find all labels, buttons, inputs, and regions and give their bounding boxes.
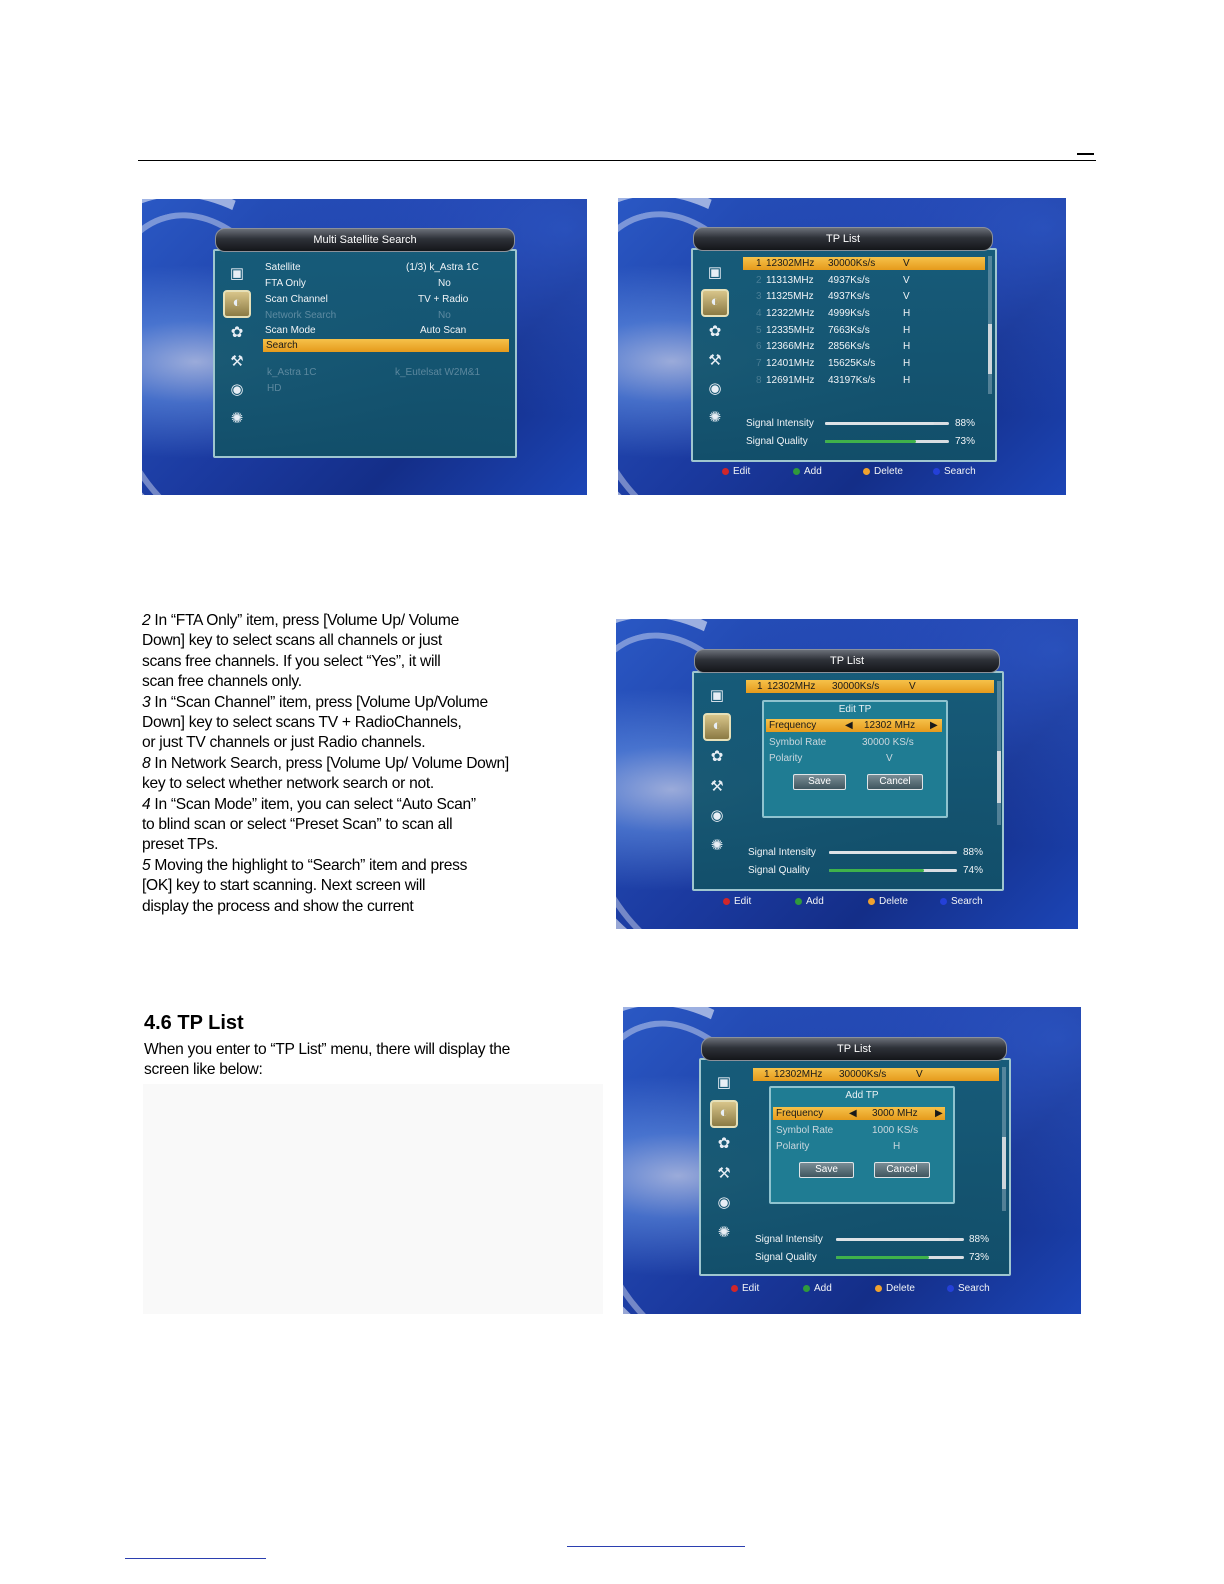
- frequency-label[interactable]: Frequency: [769, 720, 817, 731]
- instruction-line: [142, 774, 572, 794]
- tv-icon[interactable]: ▣: [229, 265, 245, 282]
- tp-row-number: 5: [756, 325, 762, 336]
- polarity-value[interactable]: V: [886, 753, 893, 764]
- settings-icon[interactable]: ✺: [230, 410, 244, 427]
- tp-row-number: 8: [756, 375, 762, 386]
- step-number: 8: [142, 754, 151, 772]
- signal-intensity-bar: [829, 851, 957, 854]
- legend-add[interactable]: Add: [795, 896, 824, 907]
- green-key-icon: [795, 898, 802, 905]
- instruction-text: Moving the highlight to “Search” item and press: [150, 856, 468, 874]
- gears-icon[interactable]: ✿: [230, 324, 244, 341]
- tp-row-frequency: 12302MHz: [766, 258, 815, 269]
- instruction-line: [142, 713, 572, 733]
- tp-row-polarity: H: [903, 325, 911, 336]
- tp-row-polarity: V: [916, 1069, 923, 1080]
- screenshot-add-tp: [623, 1007, 1081, 1314]
- lower-hd: HD: [267, 383, 282, 394]
- tools-icon[interactable]: ⚒: [717, 1165, 731, 1182]
- tp-row-symbol-rate: 4999Ks/s: [828, 308, 870, 319]
- screenshot-edit-tp: [616, 619, 1078, 929]
- network-search-label[interactable]: Network Search: [265, 310, 337, 321]
- signal-quality-value: 73%: [955, 436, 976, 447]
- tp-row-number: 3: [756, 291, 762, 302]
- instruction-line: [142, 856, 572, 876]
- tp-row-frequency: 12366MHz: [766, 341, 815, 352]
- legend-search[interactable]: Search: [940, 896, 983, 907]
- instruction-text: Down] key to select scans TV + RadioChannels,: [142, 714, 462, 732]
- signal-intensity-value: 88%: [955, 418, 976, 429]
- instruction-text: preset TPs.: [142, 836, 219, 854]
- scan-mode-value: Auto Scan: [420, 325, 467, 336]
- signal-intensity-value: 88%: [963, 847, 984, 858]
- symbol-rate-value[interactable]: 1000 KS/s: [872, 1125, 919, 1136]
- tp-row-polarity: V: [903, 291, 910, 302]
- tp-row-frequency: 12302MHz: [774, 1069, 823, 1080]
- gears-icon[interactable]: ✿: [708, 323, 722, 340]
- tp-row-frequency: 12335MHz: [766, 325, 815, 336]
- side-icon-column: [713, 1072, 743, 1252]
- signal-quality-bar: [836, 1256, 964, 1259]
- frequency-value[interactable]: 12302 MHz: [864, 720, 916, 731]
- side-icon-column: [706, 685, 736, 865]
- globe-icon[interactable]: ◉: [717, 1194, 731, 1211]
- frequency-label[interactable]: Frequency: [776, 1108, 824, 1119]
- settings-icon[interactable]: ✺: [708, 409, 722, 426]
- globe-icon[interactable]: ◉: [708, 380, 722, 397]
- window-title: TP List: [701, 1037, 1007, 1061]
- scan-mode-label[interactable]: Scan Mode: [265, 325, 316, 336]
- instruction-text: key to select whether network search or not.: [142, 775, 434, 793]
- arrow-right-icon[interactable]: ▶: [930, 720, 938, 731]
- tp-row-frequency: 11313MHz: [766, 275, 814, 286]
- save-button[interactable]: Save: [793, 774, 846, 790]
- signal-quality-value: 73%: [969, 1252, 990, 1263]
- blue-key-icon: [947, 1285, 954, 1292]
- tp-row-number: 6: [756, 341, 762, 352]
- step-number: 4: [142, 795, 151, 813]
- settings-icon[interactable]: ✺: [717, 1224, 731, 1241]
- dialog-title: Add TP: [845, 1090, 879, 1101]
- signal-intensity-bar: [825, 422, 949, 425]
- signal-intensity-value: 88%: [969, 1234, 990, 1245]
- polarity-value[interactable]: H: [893, 1141, 901, 1152]
- satellite-dish-icon[interactable]: ◐: [701, 289, 729, 317]
- signal-quality-bar: [829, 869, 957, 872]
- network-search-value: No: [438, 310, 451, 321]
- satellite-dish-icon[interactable]: ◐: [703, 713, 731, 741]
- tools-icon[interactable]: ⚒: [708, 352, 722, 369]
- page-number-mark: [1077, 153, 1094, 155]
- tp-row-number: 1: [756, 258, 762, 269]
- symbol-rate-value[interactable]: 30000 KS/s: [862, 737, 914, 748]
- instruction-text: scans free channels. If you select “Yes”, it will: [142, 652, 441, 670]
- blank-area: [143, 1084, 603, 1314]
- tp-row-polarity: H: [903, 341, 911, 352]
- tp-row-symbol-rate: 30000Ks/s: [828, 258, 876, 269]
- signal-quality-label: Signal Quality: [748, 865, 810, 876]
- tp-row-number: 1: [757, 681, 763, 692]
- fta-only-label[interactable]: FTA Only: [265, 278, 306, 289]
- instruction-line: [142, 672, 572, 692]
- tv-icon[interactable]: ▣: [716, 1074, 732, 1091]
- search-item[interactable]: Search: [266, 340, 298, 351]
- tp-row-number: 2: [756, 275, 762, 286]
- save-button[interactable]: Save: [799, 1162, 854, 1178]
- tp-row-polarity: H: [903, 358, 911, 369]
- satellite-dish-icon[interactable]: ◐: [223, 290, 251, 318]
- lower-satellite-1-value: k_Eutelsat W2M&1: [395, 367, 481, 378]
- instruction-text: to blind scan or select “Preset Scan” to scan all: [142, 816, 453, 834]
- window-title: TP List: [693, 227, 993, 251]
- instruction-text: In “Scan Channel” item, press [Volume Up/Volume: [150, 693, 488, 711]
- scan-channel-value: TV + Radio: [418, 294, 469, 305]
- gears-icon[interactable]: ✿: [717, 1135, 731, 1152]
- signal-quality-bar: [825, 440, 949, 443]
- tv-icon[interactable]: ▣: [709, 687, 725, 704]
- instruction-line: [142, 754, 572, 774]
- cancel-button[interactable]: Cancel: [867, 774, 923, 790]
- signal-intensity-bar: [836, 1238, 964, 1241]
- yellow-key-icon: [863, 468, 870, 475]
- instruction-line: [142, 876, 572, 896]
- cancel-button[interactable]: Cancel: [874, 1162, 930, 1178]
- legend-search[interactable]: Search: [947, 1283, 990, 1294]
- side-icon-column: [226, 263, 256, 443]
- tp-row-symbol-rate: 30000Ks/s: [839, 1069, 887, 1080]
- tp-row-frequency: 12401MHz: [766, 358, 815, 369]
- signal-quality-label: Signal Quality: [755, 1252, 817, 1263]
- instruction-line: [142, 693, 572, 713]
- symbol-rate-label[interactable]: Symbol Rate: [776, 1125, 834, 1136]
- gears-icon[interactable]: ✿: [710, 748, 724, 765]
- tp-row-symbol-rate: 43197Ks/s: [828, 375, 876, 386]
- scrollbar[interactable]: [988, 256, 992, 394]
- instruction-line: [142, 652, 572, 672]
- tp-row-number: 7: [756, 358, 762, 369]
- legend-delete[interactable]: Delete: [875, 1283, 915, 1294]
- legend-edit[interactable]: Edit: [723, 896, 751, 907]
- scrollbar[interactable]: [1002, 1067, 1006, 1211]
- section-title: 4.6 TP List: [144, 1012, 244, 1034]
- tools-icon[interactable]: ⚒: [230, 353, 244, 370]
- blue-key-icon: [940, 898, 947, 905]
- polarity-label[interactable]: Polarity: [776, 1141, 810, 1152]
- legend-search[interactable]: Search: [933, 466, 976, 477]
- instruction-line: [142, 835, 572, 855]
- step-number: 3: [142, 693, 151, 711]
- tp-row-frequency: 12691MHz: [766, 375, 815, 386]
- tp-row-number: 4: [756, 308, 762, 319]
- tp-row-polarity: V: [903, 258, 910, 269]
- legend-add[interactable]: Add: [803, 1283, 832, 1294]
- legend-edit[interactable]: Edit: [731, 1283, 759, 1294]
- instructions-text: [142, 611, 572, 917]
- header-rule: [138, 160, 1096, 161]
- arrow-left-icon[interactable]: ◀: [845, 720, 853, 731]
- instruction-line: [142, 733, 572, 753]
- window-title: Multi Satellite Search: [215, 228, 515, 252]
- instruction-text: scan free channels only.: [142, 673, 302, 691]
- legend-delete[interactable]: Delete: [868, 896, 908, 907]
- red-key-icon: [722, 468, 729, 475]
- tp-row-frequency: 11325MHz: [766, 291, 814, 302]
- satellite-dish-icon[interactable]: ◐: [710, 1100, 738, 1128]
- signal-intensity-label: Signal Intensity: [746, 418, 814, 429]
- screenshot-multi-satellite-search: [142, 199, 587, 495]
- tp-row-symbol-rate: 2856Ks/s: [828, 341, 870, 352]
- satellite-value: (1/3) k_Astra 1C: [406, 262, 479, 273]
- footer-link-left[interactable]: [125, 1558, 266, 1559]
- legend-add[interactable]: Add: [793, 466, 822, 477]
- instruction-line: [142, 631, 572, 651]
- window-title: TP List: [694, 649, 1000, 673]
- green-key-icon: [793, 468, 800, 475]
- tp-row-number: 1: [764, 1069, 770, 1080]
- instruction-text: In “Scan Mode” item, you can select “Auto Scan”: [150, 795, 476, 813]
- arrow-left-icon[interactable]: ◀: [849, 1108, 857, 1119]
- tp-row-symbol-rate: 7663Ks/s: [828, 325, 870, 336]
- tp-row-symbol-rate: 4937Ks/s: [828, 291, 870, 302]
- symbol-rate-label[interactable]: Symbol Rate: [769, 737, 827, 748]
- tp-row-polarity: H: [903, 308, 911, 319]
- settings-icon[interactable]: ✺: [710, 837, 724, 854]
- scan-channel-label[interactable]: Scan Channel: [265, 294, 328, 305]
- globe-icon[interactable]: ◉: [710, 807, 724, 824]
- green-key-icon: [803, 1285, 810, 1292]
- tv-icon[interactable]: ▣: [707, 264, 723, 281]
- search-highlight[interactable]: [263, 339, 509, 352]
- signal-intensity-label: Signal Intensity: [748, 847, 816, 858]
- satellite-label[interactable]: Satellite: [265, 262, 301, 273]
- tp-row-polarity: V: [903, 275, 910, 286]
- tp-row-symbol-rate: 30000Ks/s: [832, 681, 880, 692]
- lower-satellite-1: k_Astra 1C: [267, 367, 317, 378]
- polarity-label[interactable]: Polarity: [769, 753, 803, 764]
- red-key-icon: [731, 1285, 738, 1292]
- instruction-line: [142, 897, 572, 917]
- tp-row-symbol-rate: 4937Ks/s: [828, 275, 870, 286]
- instruction-line: [142, 611, 572, 631]
- instruction-text: In “FTA Only” item, press [Volume Up/ Volume: [150, 612, 459, 629]
- section-body-line: screen like below:: [144, 1061, 263, 1079]
- screenshot-tp-list: [618, 198, 1066, 495]
- yellow-key-icon: [875, 1285, 882, 1292]
- frequency-value[interactable]: 3000 MHz: [872, 1108, 918, 1119]
- side-icon-column: [704, 262, 734, 442]
- blue-key-icon: [933, 468, 940, 475]
- red-key-icon: [723, 898, 730, 905]
- tp-row-symbol-rate: 15625Ks/s: [828, 358, 876, 369]
- instruction-line: [142, 815, 572, 835]
- signal-quality-value: 74%: [963, 865, 984, 876]
- step-number: 2: [142, 612, 151, 629]
- dialog-title: Edit TP: [838, 704, 872, 715]
- instruction-text: display the process and show the current: [142, 897, 414, 915]
- globe-icon[interactable]: ◉: [230, 381, 244, 398]
- section-body-line: When you enter to “TP List” menu, there will display the: [144, 1041, 511, 1058]
- signal-intensity-label: Signal Intensity: [755, 1234, 823, 1245]
- arrow-right-icon[interactable]: ▶: [935, 1108, 943, 1119]
- scrollbar[interactable]: [997, 681, 1001, 825]
- instruction-text: [OK] key to start scanning. Next screen will: [142, 877, 426, 895]
- signal-quality-label: Signal Quality: [746, 436, 808, 447]
- instruction-text: In Network Search, press [Volume Up/ Volume Down]: [150, 754, 509, 772]
- fta-only-value: No: [438, 278, 451, 289]
- tp-row-polarity: H: [903, 375, 911, 386]
- footer-link-center[interactable]: [567, 1546, 745, 1547]
- section-body: [144, 1040, 510, 1081]
- tp-row-frequency: 12322MHz: [766, 308, 815, 319]
- legend-delete[interactable]: Delete: [863, 466, 903, 477]
- instruction-text: or just TV channels or just Radio channels.: [142, 734, 426, 752]
- tp-row-frequency: 12302MHz: [767, 681, 816, 692]
- step-number: 5: [142, 856, 151, 874]
- tp-row-polarity: V: [909, 681, 916, 692]
- legend-edit[interactable]: Edit: [722, 466, 750, 477]
- tools-icon[interactable]: ⚒: [710, 778, 724, 795]
- menu-window: [213, 249, 517, 458]
- instruction-line: [142, 795, 572, 815]
- instruction-text: Down] key to select scans all channels or just: [142, 632, 442, 650]
- yellow-key-icon: [868, 898, 875, 905]
